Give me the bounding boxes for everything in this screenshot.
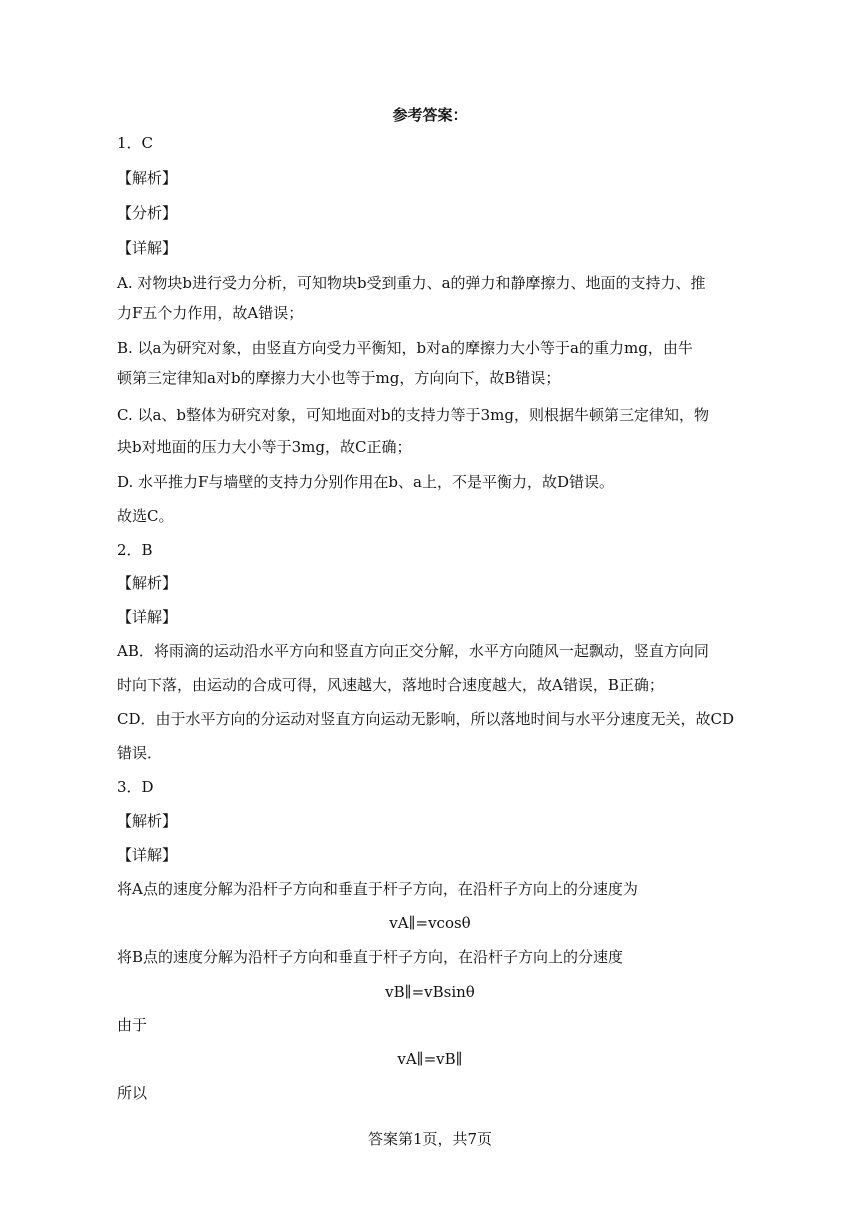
section-analysis-label: 【解析】 (117, 812, 178, 830)
answer-number-1: 1．C (117, 134, 154, 152)
equation-va-parallel: vA∥=vcosθ (389, 914, 471, 932)
text-line: CD．由于水平方向的分运动对竖直方向运动无影响，所以落地时间与水平分速度无关，故CD (117, 710, 735, 728)
equation-vb-parallel: vB∥=vBsinθ (385, 983, 475, 1001)
section-detail-label: 【详解】 (117, 239, 178, 257)
text-line: 将B点的速度分解为沿杆子方向和垂直于杆子方向，在沿杆子方向上的分速度 (117, 948, 624, 966)
text-line: 将A点的速度分解为沿杆子方向和垂直于杆子方向，在沿杆子方向上的分速度为 (117, 880, 638, 898)
text-line: 所以 (117, 1084, 148, 1102)
text-line: 故选C。 (117, 507, 174, 525)
text-line: 力F五个力作用，故A错误； (117, 304, 304, 322)
section-analysis-label: 【解析】 (117, 574, 178, 592)
equation-equal-components: vA∥=vB∥ (397, 1050, 463, 1068)
text-line: 由于 (117, 1016, 148, 1034)
answer-number-3: 3．D (117, 778, 154, 796)
text-line: 错误． (117, 744, 163, 762)
text-line: C. 以a、b整体为研究对象，可知地面对b的支持力等于3mg，则根据牛顿第三定律知，物 (117, 406, 709, 424)
text-line: 顿第三定律知a对b的摩擦力大小也等于mg，方向向下，故B错误； (117, 369, 561, 387)
section-detail-label: 【详解】 (117, 608, 178, 626)
section-analysis-label: 【解析】 (117, 169, 178, 187)
text-line: 时向下落，由运动的合成可得，风速越大，落地时合速度越大，故A错误，B正确； (117, 676, 664, 694)
page-title: 参考答案： (392, 106, 468, 124)
text-line: B. 以a为研究对象，由竖直方向受力平衡知，b对a的摩擦力大小等于a的重力mg，由牛 (117, 339, 693, 357)
answer-number-2: 2．B (117, 541, 153, 559)
text-line: D. 水平推力F与墙壁的支持力分别作用在b、a上，不是平衡力，故D错误。 (117, 473, 615, 491)
page-footer: 答案第1页，共7页 (367, 1130, 493, 1148)
section-breakdown-label: 【分析】 (117, 204, 178, 222)
text-line: 块b对地面的压力大小等于3mg，故C正确； (117, 438, 412, 456)
section-detail-label: 【详解】 (117, 846, 178, 864)
text-line: AB．将雨滴的运动沿水平方向和竖直方向正交分解，水平方向随风一起飘动，竖直方向同 (117, 642, 709, 660)
text-line: A. 对物块b进行受力分析，可知物块b受到重力、a的弹力和静摩擦力、地面的支持力、推 (117, 274, 706, 292)
